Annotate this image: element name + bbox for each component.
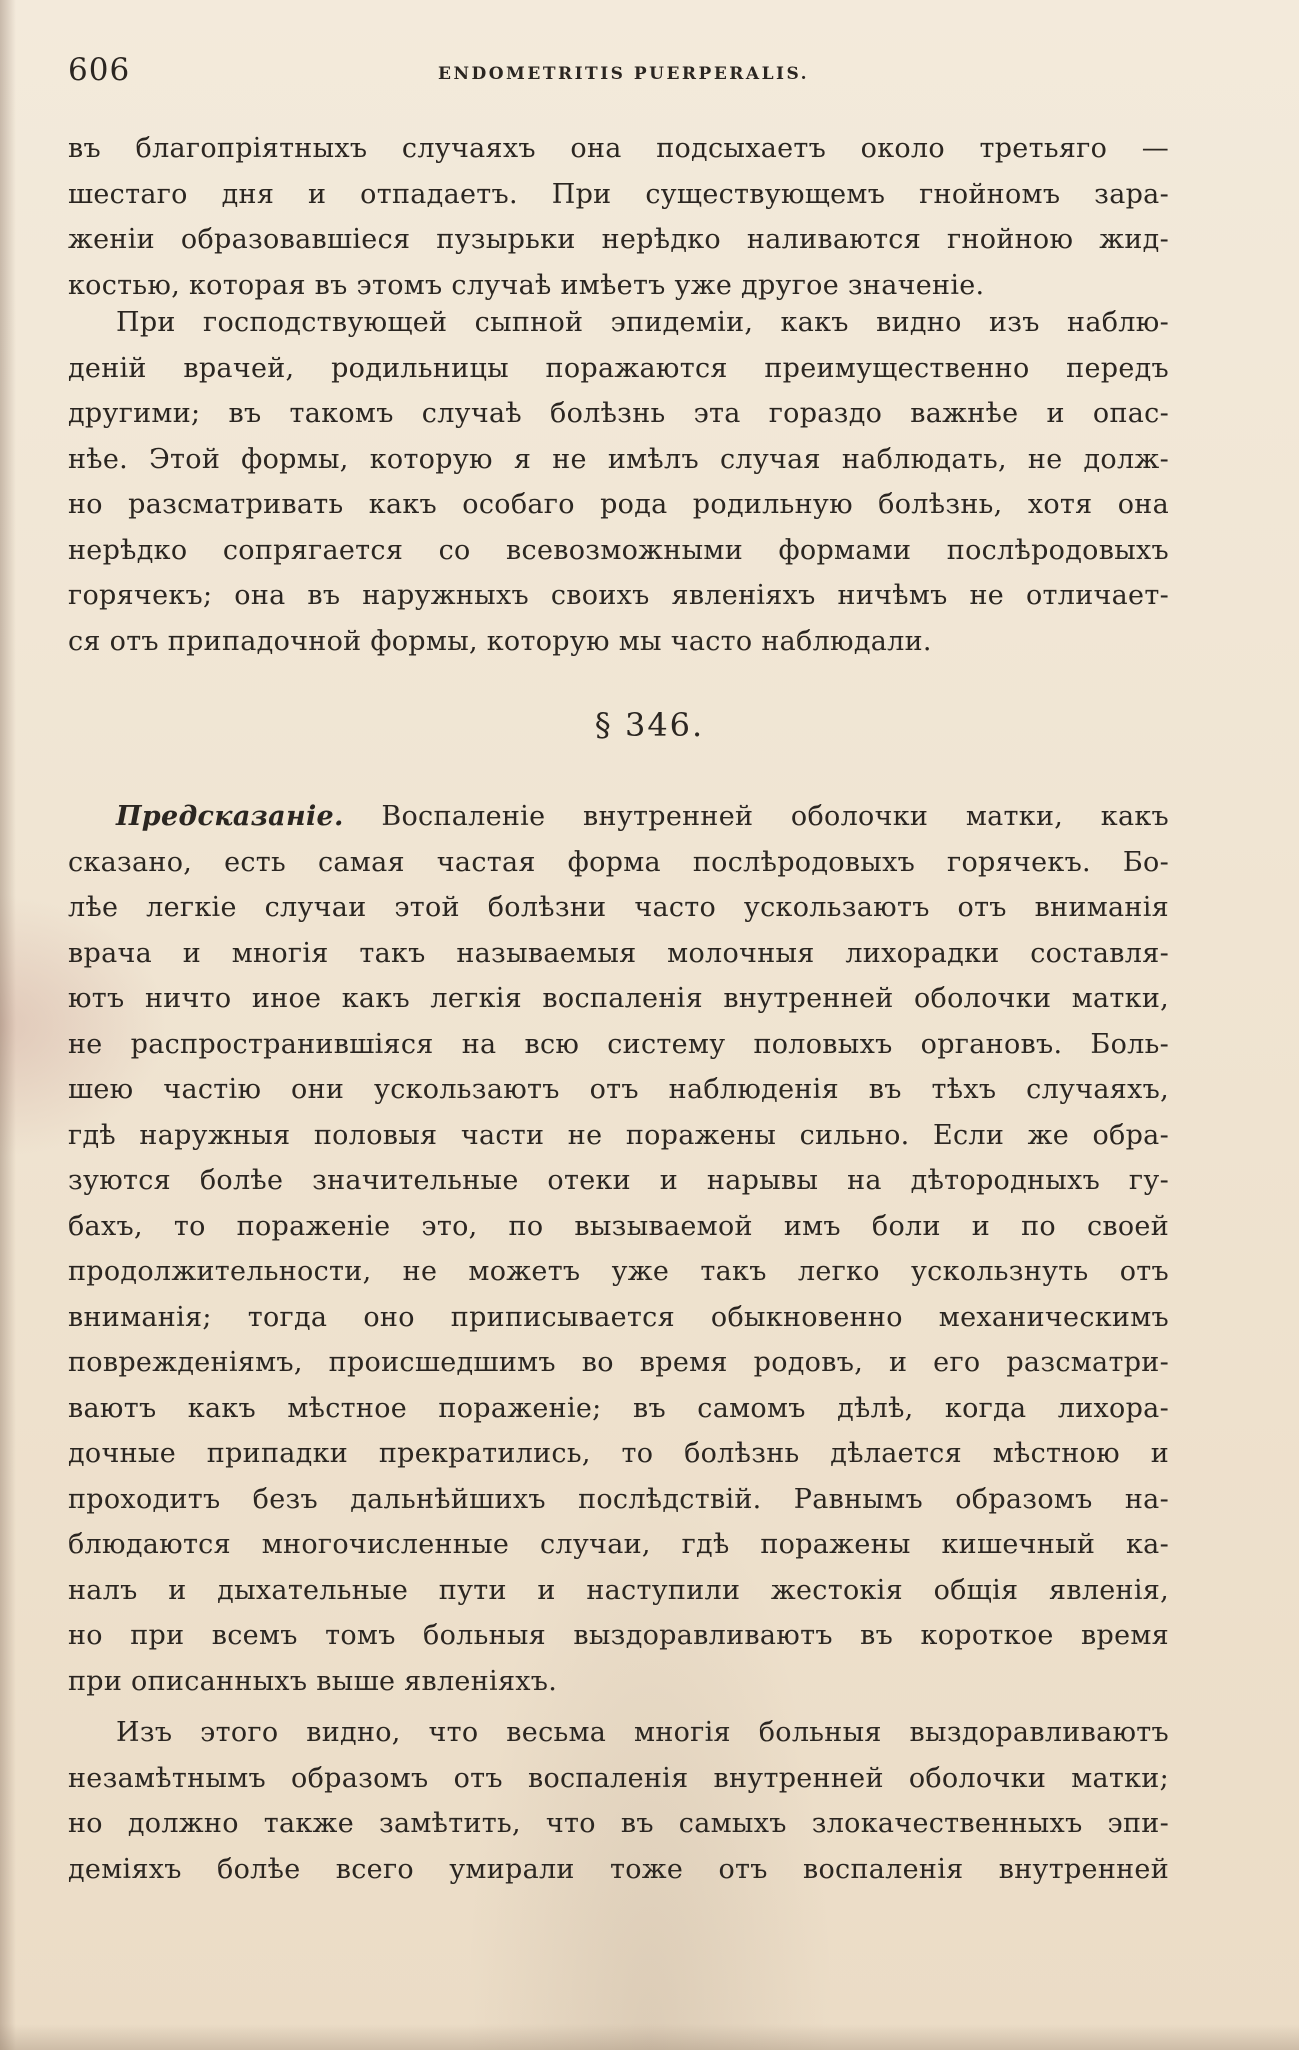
text-line: поврежденіямъ, происшедшимъ во время родовъ, и его разсматри- xyxy=(68,1347,1169,1378)
text-line: въ благопріятныхъ случаяхъ она подсыхаетъ около третьяго — xyxy=(68,133,1169,164)
text-line: бахъ, то пораженіе это, по вызываемой имъ боли и по своей xyxy=(68,1210,1169,1242)
text-line: горячекъ; она въ наружныхъ своихъ явленіяхъ ничѣмъ не отличает- xyxy=(68,580,1169,611)
text-line: При господствующей сыпной эпидеміи, какъ видно изъ наблю- xyxy=(116,307,1169,338)
paragraph-3 xyxy=(68,794,1169,1704)
text-line: женіи образовавшіеся пузырьки нерѣдко наливаются гнойною жид- xyxy=(68,224,1169,255)
text-line: незамѣтнымъ образомъ отъ воспаленія внутренней оболочки матки; xyxy=(68,1762,1169,1794)
text-line: продолжительности, не можетъ уже такъ легко ускользнуть отъ xyxy=(68,1256,1169,1287)
text-line: шестаго дня и отпадаетъ. При существующемъ гнойномъ зара- xyxy=(68,178,1169,210)
text-line: ваютъ какъ мѣстное пораженіе; въ самомъ дѣлѣ, когда лихора- xyxy=(68,1392,1169,1424)
text-line: дочные припадки прекратились, то болѣзнь дѣлается мѣстною и xyxy=(68,1438,1169,1469)
text-line xyxy=(68,794,1169,840)
page-binding-shadow xyxy=(0,0,16,2050)
text-line: налъ и дыхательные пути и наступили жестокія общія явленія, xyxy=(68,1574,1169,1606)
text-line: Изъ этого видно, что весьма многія больныя выздоравливаютъ xyxy=(116,1717,1169,1748)
text-line: другими; въ такомъ случаѣ болѣзнь эта гораздо важнѣе и опас- xyxy=(68,398,1169,429)
page-header xyxy=(68,52,1171,92)
text-line: врача и многія такъ называемыя молочныя лихорадки составля- xyxy=(68,937,1169,969)
lead-term: Предсказаніе. xyxy=(116,801,344,832)
text-line: гдѣ наружныя половыя части не поражены сильно. Если же обра- xyxy=(68,1119,1169,1151)
paragraph-1 xyxy=(68,126,1169,308)
text-line: шею частію они ускользаютъ отъ наблюденія въ тѣхъ случаяхъ, xyxy=(68,1074,1169,1105)
paragraph-2 xyxy=(68,300,1169,664)
text-line: костью, которая въ этомъ случаѣ имѣетъ уже другое значеніе. xyxy=(68,269,985,301)
text-line: нерѣдко сопрягается со всевозможными формами послѣродовыхъ xyxy=(68,534,1169,566)
text-line: проходитъ безъ дальнѣйшихъ послѣдствій. Равнымъ образомъ на- xyxy=(68,1483,1169,1515)
text-line: деній врачей, родильницы поражаются преимущественно передъ xyxy=(68,352,1169,384)
page-number: 606 xyxy=(68,52,131,88)
text-line: ся отъ припадочной формы, которую мы часто наблюдали. xyxy=(68,625,932,657)
text-line: при описанныхъ выше явленіяхъ. xyxy=(68,1665,558,1697)
text-line: но должно также замѣтить, что въ самыхъ злокачественныхъ эпи- xyxy=(68,1808,1169,1839)
text-line: но разсматривать какъ особаго рода родильную болѣзнь, хотя она xyxy=(68,489,1169,520)
text-line-rest: Воспаленіе внутренней оболочки матки, какъ xyxy=(381,801,1169,832)
text-line: нѣе. Этой формы, которую я не имѣлъ случая наблюдать, не долж- xyxy=(68,443,1169,475)
text-line: сказано, есть самая частая форма послѣродовыхъ горячекъ. Бо- xyxy=(68,846,1169,878)
text-line: зуются болѣе значительные отеки и нарывы на дѣтородныхъ гу- xyxy=(68,1165,1169,1196)
running-title: ENDOMETRITIS PUERPERALIS. xyxy=(438,64,810,84)
page-bottom-edge xyxy=(0,2024,1299,2050)
text-line: не распространившіяся на всю систему половыхъ органовъ. Боль- xyxy=(68,1028,1169,1060)
section-heading: § 346. xyxy=(594,706,705,744)
text-line: вниманія; тогда оно приписывается обыкновенно механическимъ xyxy=(68,1301,1169,1333)
text-line: блюдаются многочисленные случаи, гдѣ поражены кишечный ка- xyxy=(68,1529,1169,1560)
paragraph-4 xyxy=(68,1710,1169,1892)
text-line: лѣе легкіе случаи этой болѣзни часто ускользаютъ отъ вниманія xyxy=(68,892,1169,923)
text-line: ютъ ничто иное какъ легкія воспаленія внутренней оболочки матки, xyxy=(68,983,1169,1014)
text-line: но при всемъ томъ больныя выздоравливаютъ въ короткое время xyxy=(68,1620,1169,1651)
text-line: деміяхъ болѣе всего умирали тоже отъ воспаленія внутренней xyxy=(68,1853,1169,1885)
